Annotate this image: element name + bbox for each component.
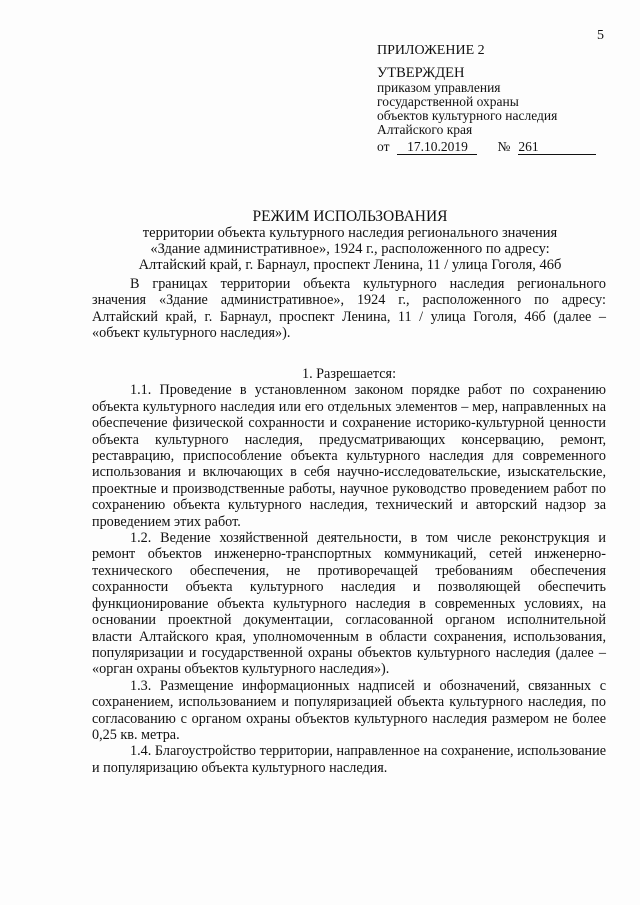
title-main: РЕЖИМ ИСПОЛЬЗОВАНИЯ [252,208,448,225]
approval-line: Алтайского края [377,122,473,137]
number-label: № [497,139,511,154]
approval-heading: УТВЕРЖДЕН [377,65,465,81]
item-1-1: 1.1. Проведение в установленном законом порядке работ по сохранению объекта культурного наследия или его отдельных элементов – мер, направленных на обеспечение физической сохранности и сохранение историко-культурной ценности объекта культурного наследия, предусматривающих консервацию, ремонт, реставрацию, приспособление объекта культурного наследия для современного использования и включающих в себя научно-исследовательские, изыскательские, проектные и производственные работы, научное руководство проведением работ по сохранению объекта культурного наследия, технический и авторский надзор за проведением этих работ. [92,382,606,530]
title-line: «Здание административное», 1924 г., расположенного по адресу: [150,241,550,257]
intro-paragraph-block [92,276,606,342]
approval-block [377,66,617,155]
document-title [90,208,610,273]
item-1-3: 1.3. Размещение информационных надписей и обозначений, связанных с сохранением, использованием и популяризацией объекта культурного наследия, по согласованию с органом охраны объектов культурного наследия размером не более 0,25 кв. метра. [92,677,606,743]
approval-line: приказом управления [377,80,501,95]
approval-line: объектов культурного наследия [377,108,558,123]
approval-line: государственной охраны [377,94,519,109]
appendix-label: ПРИЛОЖЕНИЕ 2 [377,43,485,58]
order-number: 261 [518,140,596,155]
intro-paragraph: В границах территории объекта культурного наследия регионального значения «Здание административное», 1924 г., расположенного по адресу: Алтайский край, г. Барнаул, проспект Ленина, 11 / улица Гоголя, 46б (далее – «объект культурного наследия»). [92,276,606,342]
from-label: от [377,139,390,154]
permissions-section [92,366,606,776]
title-line: территории объекта культурного наследия регионального значения [142,225,558,241]
order-date: 17.10.2019 [397,140,477,155]
order-date-number [377,140,617,155]
page-number: 5 [597,28,604,43]
item-1-2: 1.2. Ведение хозяйственной деятельности, в том числе реконструкция и ремонт объектов инженерно-транспортных коммуникаций, сетей инженерно-технического обеспечения, не противоречащей требованиям обеспечения сохранности объекта культурного наследия и позволяющей обеспечить функционирование объекта культурного наследия в современных условиях, на основании проектной документации, согласованной органом исполнительной власти Алтайского края, уполномоченным в области сохранения, использования, популяризации и государственной охраны объектов культурного наследия (далее – «орган охраны объектов культурного наследия»). [92,530,606,678]
section-heading: 1. Разрешается: [301,366,397,382]
item-1-4: 1.4. Благоустройство территории, направленное на сохранение, использование и популяризацию объекта культурного наследия. [92,743,606,776]
title-line: Алтайский край, г. Барнаул, проспект Ленина, 11 / улица Гоголя, 46б [138,257,562,273]
